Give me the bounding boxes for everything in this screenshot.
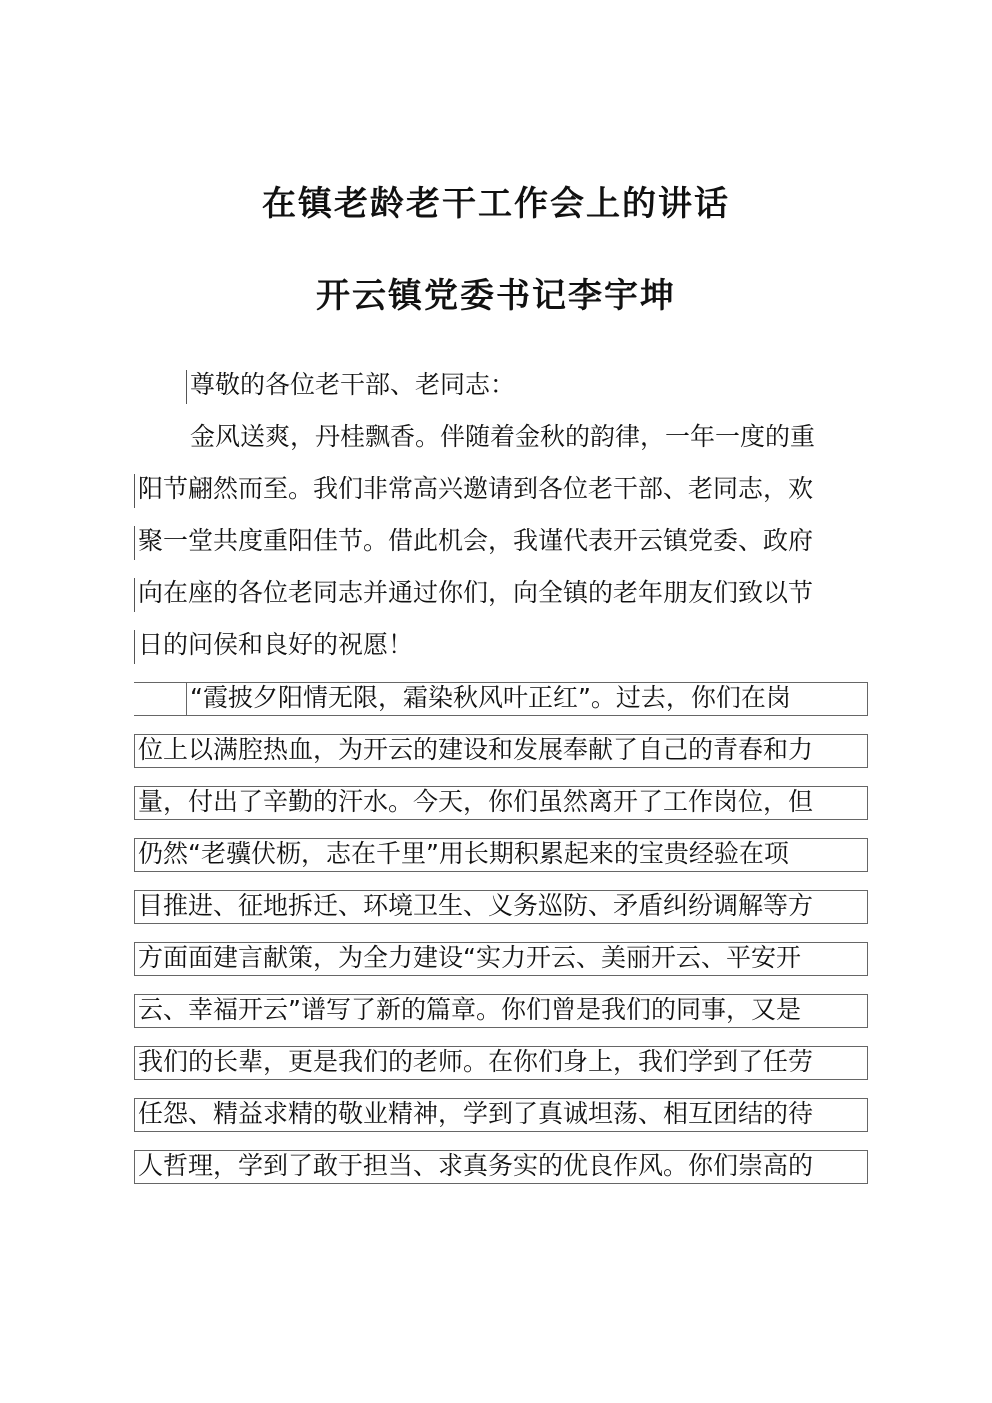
greeting-line: 尊敬的各位老干部、老同志： xyxy=(186,370,566,404)
paragraph-line: 方面面建言献策，为全力建设“实力开云、美丽开云、平安开 xyxy=(134,942,868,976)
paragraph-line: 金风送爽，丹桂飘香。伴随着金秋的韵律，一年一度的重 xyxy=(190,422,816,451)
paragraph-line: 云、幸福开云”谱写了新的篇章。你们曾是我们的同事，又是 xyxy=(134,994,868,1028)
paragraph-line: 向在座的各位老同志并通过你们，向全镇的老年朋友们致以节 xyxy=(134,578,868,612)
paragraph-line: 聚一堂共度重阳佳节。借此机会，我谨代表开云镇党委、政府 xyxy=(134,526,868,560)
document-title: 在镇老龄老干工作会上的讲话 xyxy=(262,184,730,224)
paragraph-line: 仍然“老骥伏枥，志在千里”用长期积累起来的宝贵经验在项 xyxy=(134,838,868,872)
paragraph-line: 日的问侯和良好的祝愿！ xyxy=(134,630,868,664)
paragraph-line: 我们的长辈，更是我们的老师。在你们身上，我们学到了任劳 xyxy=(134,1046,868,1080)
paragraph-line: 量，付出了辛勤的汗水。今天，你们虽然离开了工作岗位，但 xyxy=(134,786,868,820)
paragraph-line: 任怨、精益求精的敬业精神，学到了真诚坦荡、相互团结的待 xyxy=(134,1098,868,1132)
paragraph-line: 阳节翩然而至。我们非常高兴邀请到各位老干部、老同志，欢 xyxy=(134,474,868,508)
paragraph-line: 目推进、征地拆迁、环境卫生、义务巡防、矛盾纠纷调解等方 xyxy=(134,890,868,924)
paragraph-line: 人哲理，学到了敢于担当、求真务实的优良作风。你们崇高的 xyxy=(134,1150,868,1184)
paragraph-line: 位上以满腔热血，为开云的建设和发展奉献了自己的青春和力 xyxy=(134,734,868,768)
paragraph-line: “霞披夕阳情无限，霜染秋风叶正红”。过去，你们在岗 xyxy=(134,682,868,716)
document-subtitle: 开云镇党委书记李宇坤 xyxy=(316,276,676,316)
